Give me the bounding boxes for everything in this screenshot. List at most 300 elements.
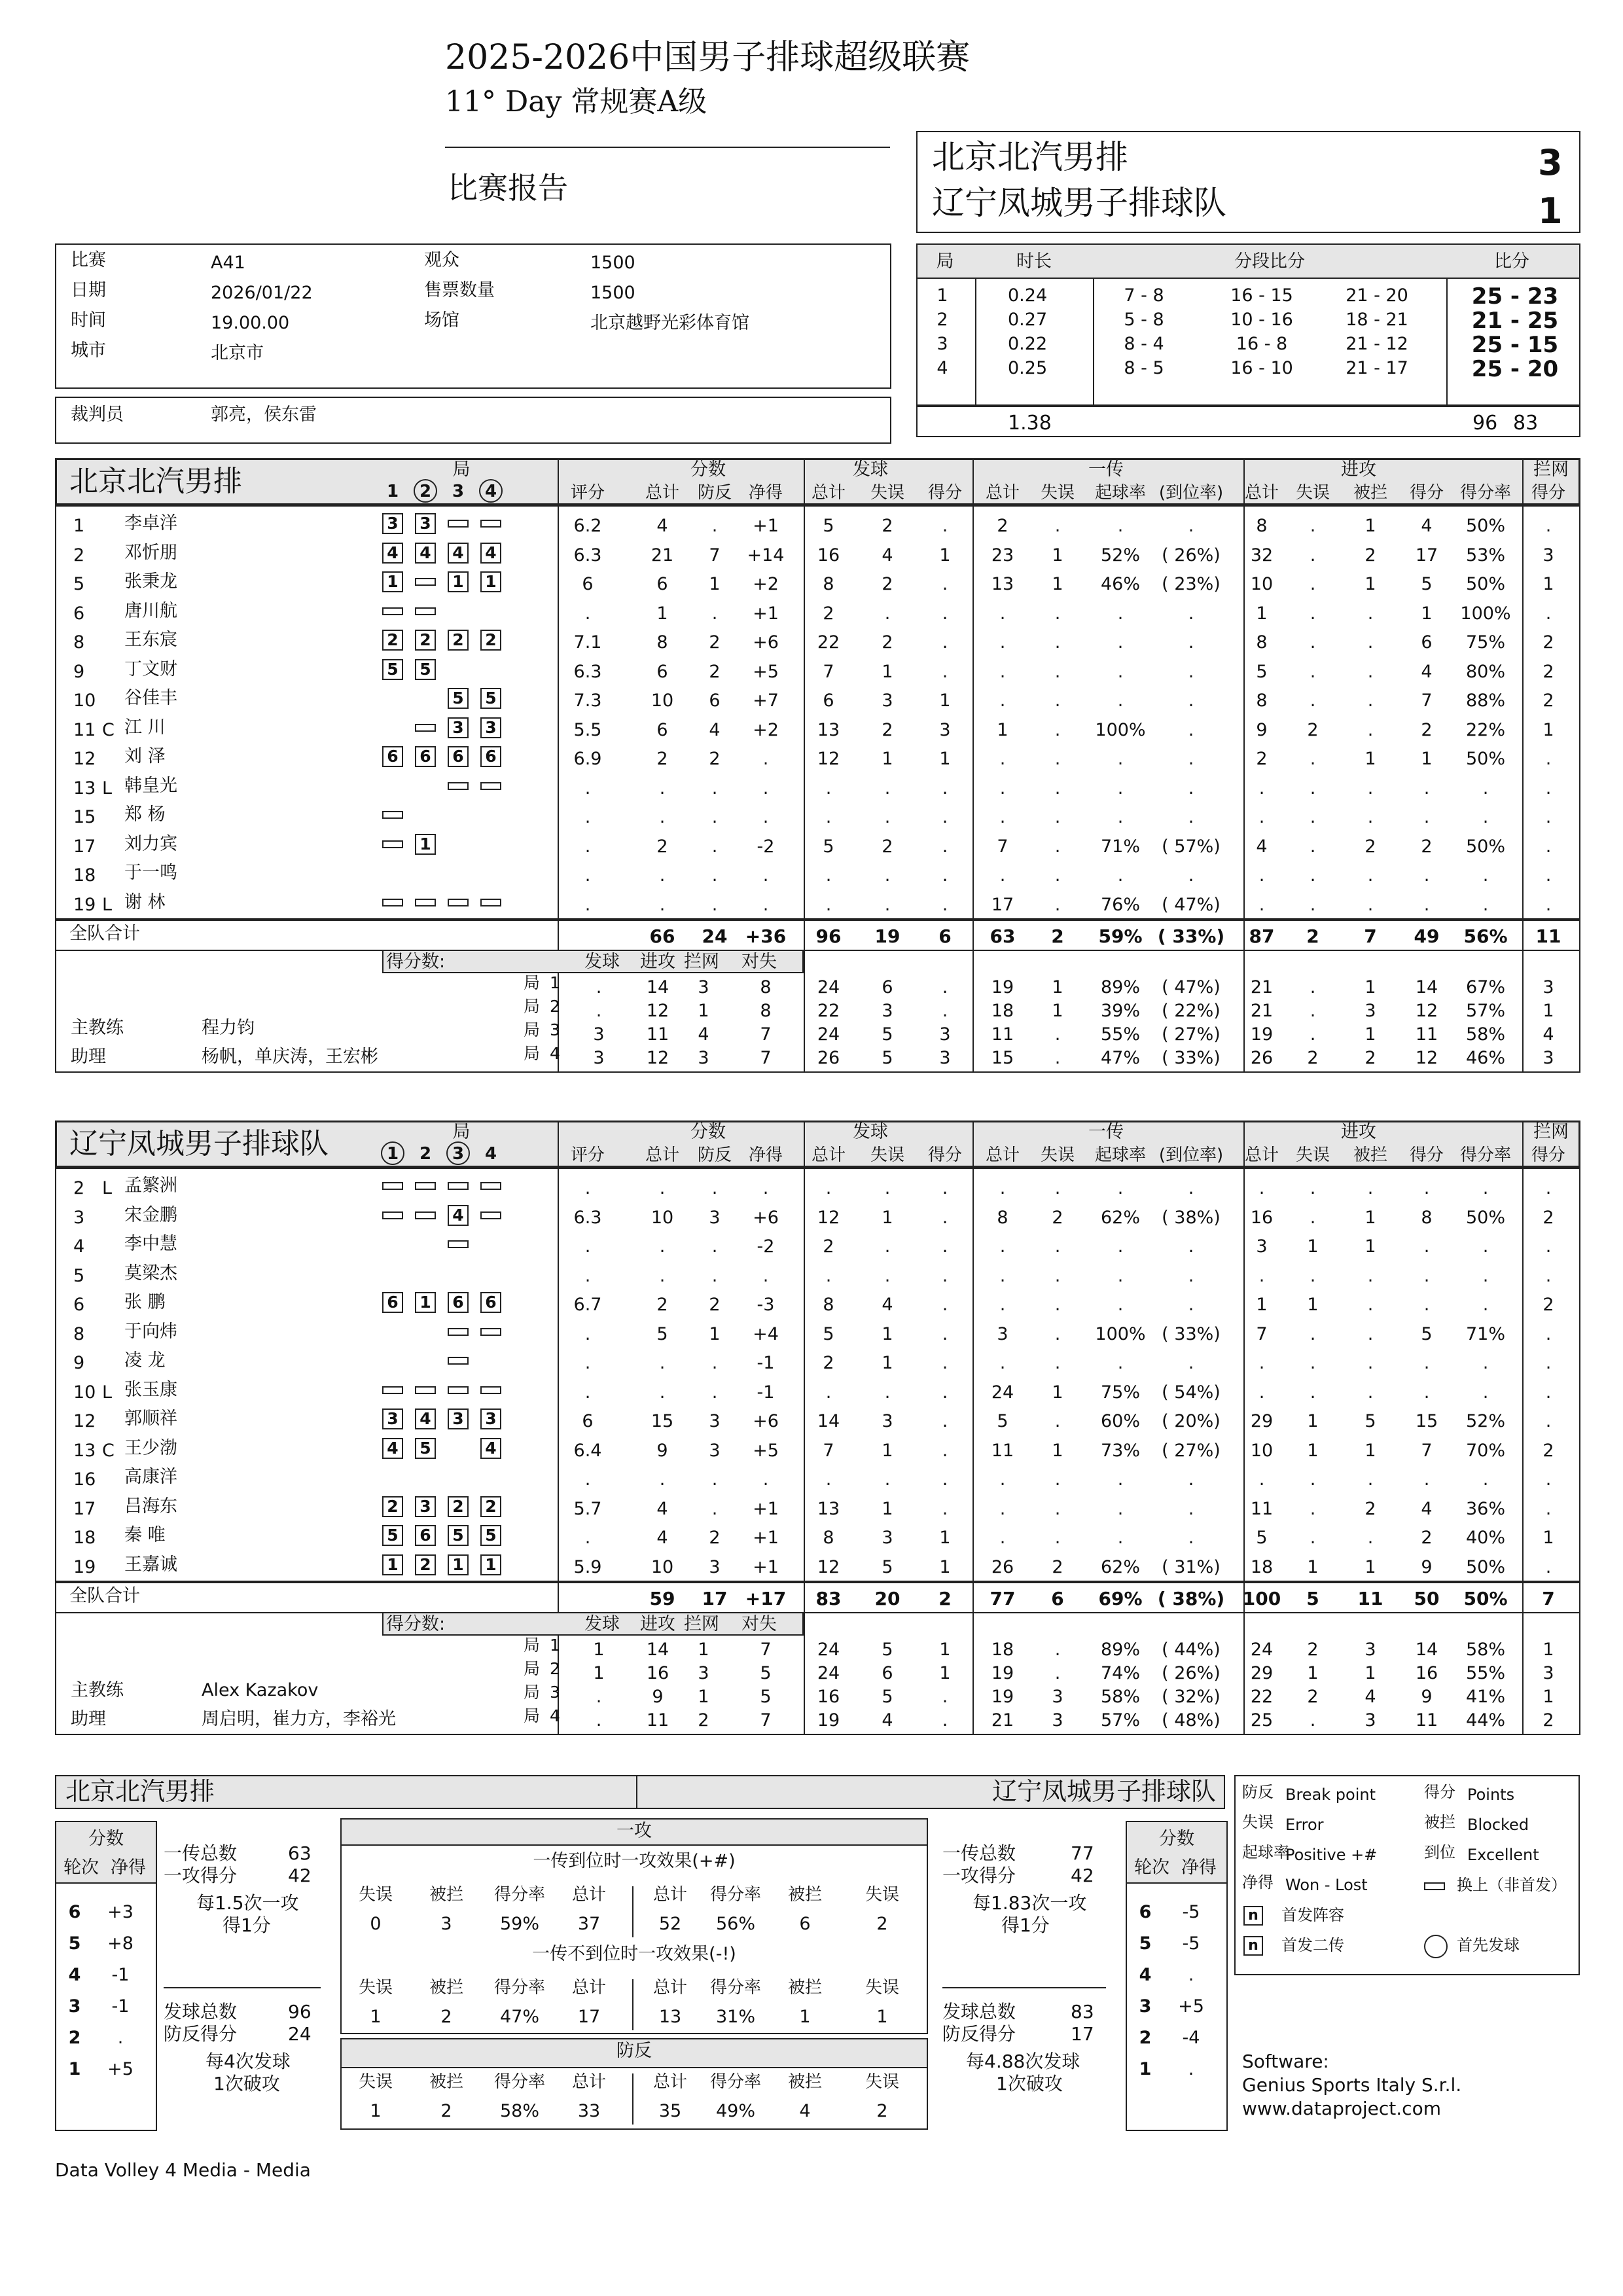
stat-cell: 17 [991, 894, 1014, 915]
by-set-cell: 1 [939, 1663, 951, 1683]
stat-cell: 6 [1421, 632, 1433, 653]
stat-cell: . [1117, 691, 1124, 711]
stat-cell: 73% [1100, 1440, 1140, 1461]
stat-cell: . [1310, 603, 1316, 624]
legend-value: 首先发球 [1457, 1936, 1520, 1954]
by-set-cell: 5 [882, 1640, 893, 1660]
stat-cell: 2 [709, 749, 721, 769]
stat-cell: 2 [1543, 661, 1554, 682]
legend-key: 到位 [1424, 1843, 1455, 1861]
stat-cell: . [1310, 1528, 1316, 1548]
stat-cell: 15 [651, 1411, 674, 1431]
starting-position: 5 [382, 659, 403, 680]
stat-cell: . [1188, 632, 1194, 653]
stat-cell: 2 [1421, 836, 1433, 857]
stat-cell: . [711, 1178, 718, 1198]
stat-cell: . [1423, 1469, 1430, 1490]
by-set-cell: 5 [882, 1048, 893, 1068]
by-set-cell: 1 [1364, 1024, 1376, 1045]
substitution-marker [480, 520, 501, 528]
stat-cell: . [1545, 516, 1552, 536]
set-score: 25 - 15 [1471, 332, 1559, 358]
by-set-cell: 1 [1052, 1001, 1063, 1021]
stat-cell: ( 31%) [1162, 1556, 1221, 1577]
stat-cell: . [942, 516, 948, 536]
total-cell: 59% [1098, 925, 1143, 947]
player-number: 2 [73, 1178, 85, 1198]
stat-cell: . [1188, 778, 1194, 798]
stat-cell: . [1367, 1323, 1374, 1344]
group-header-points: 分数 [690, 1122, 726, 1142]
stat-cell: . [1310, 661, 1316, 682]
column-header: 被拦 [1353, 1145, 1387, 1165]
player-number: 19 [73, 894, 96, 915]
column-header: 总计 [985, 483, 1020, 503]
stat-cell: . [1310, 1498, 1316, 1519]
info-value: 2026/01/22 [211, 283, 313, 303]
by-set-cell: 89% [1100, 977, 1140, 997]
stat-cell: . [1423, 1178, 1430, 1198]
stat-cell: 71% [1465, 1323, 1505, 1344]
stat-cell: . [1545, 894, 1552, 915]
grid-value: 4 [799, 2101, 811, 2121]
stat-cell: . [1545, 603, 1552, 624]
by-set-cell: 41% [1465, 1687, 1505, 1707]
stat-cell: 2 [1543, 1440, 1554, 1461]
stat-cell: 1 [1256, 1295, 1268, 1315]
summary-stat: 一攻得分 [942, 1865, 1016, 1886]
column-header: 总计 [645, 1145, 679, 1165]
stat-cell: 2 [882, 632, 893, 653]
grid-header: 失误 [865, 1978, 899, 1998]
by-set-cell: 39% [1100, 1001, 1140, 1021]
summary-stat: 42 [1071, 1865, 1094, 1886]
stat-cell: . [1188, 1295, 1194, 1315]
stat-cell: . [711, 1236, 718, 1257]
stat-cell: 2 [882, 516, 893, 536]
stat-cell: +1 [753, 603, 779, 624]
stat-cell: . [711, 516, 718, 536]
player-number: 5 [73, 1265, 85, 1286]
player-number: 10 [73, 1382, 96, 1403]
stat-cell: 2 [823, 1236, 834, 1257]
group-header-block: 拦网 [1533, 1122, 1569, 1142]
stat-cell: 26 [991, 1556, 1014, 1577]
stat-cell: . [1054, 661, 1061, 682]
by-set-cell: . [1054, 1663, 1061, 1683]
column-header: 失误 [1040, 1145, 1075, 1165]
stat-cell: 17 [1415, 545, 1438, 565]
stat-cell: 7 [823, 1440, 834, 1461]
points-by-label: 得分数: [386, 952, 446, 972]
player-name: 王嘉诚 [124, 1554, 177, 1575]
player-name: 唐川航 [124, 600, 177, 621]
stat-cell: 10 [1250, 1440, 1274, 1461]
stat-cell: . [1258, 1178, 1265, 1198]
grid-value: 35 [658, 2101, 682, 2121]
by-set-cell: 9 [652, 1687, 664, 1707]
stat-cell: 6.3 [573, 545, 602, 565]
legend-value: Error [1285, 1816, 1324, 1834]
coach-name: 程力钧 [202, 1018, 255, 1038]
by-set-cell: 18 [991, 1001, 1014, 1021]
player-number: 11 [73, 719, 96, 740]
by-set-cell: 26 [1250, 1048, 1274, 1068]
stat-cell: . [1258, 1382, 1265, 1403]
set-number: 4 [936, 358, 948, 378]
stat-cell: 36% [1465, 1498, 1505, 1519]
stat-cell: . [942, 1178, 948, 1198]
match-info [55, 243, 891, 389]
stat-cell: 1 [656, 603, 668, 624]
stat-cell: ( 47%) [1162, 894, 1221, 915]
by-set-cell: 9 [1421, 1687, 1433, 1707]
column-header: 得分 [1409, 1145, 1444, 1165]
by-set-cell: 1 [1307, 1663, 1319, 1683]
stat-cell: . [942, 1323, 948, 1344]
stat-cell: 12 [817, 1556, 840, 1577]
player-number: 1 [73, 516, 85, 536]
stat-cell: . [659, 1353, 666, 1373]
points-by-header: 拦网 [684, 952, 719, 972]
starting-position: 1 [480, 571, 501, 592]
by-set-cell: 67% [1465, 977, 1505, 997]
stat-cell: +6 [753, 632, 779, 653]
stat-cell: . [1367, 1469, 1374, 1490]
rotation-net: +8 [107, 1933, 134, 1954]
by-set-cell: ( 48%) [1162, 1710, 1221, 1731]
grid-header: 得分率 [709, 1978, 761, 1998]
stat-cell: . [711, 807, 718, 827]
stat-cell: . [1367, 1382, 1374, 1403]
stat-cell: . [1117, 865, 1124, 886]
by-set-cell: . [942, 1710, 948, 1731]
round-line: 11° Day 常规赛A级 [445, 85, 707, 118]
stat-cell: . [1054, 603, 1061, 624]
stat-cell: 6.2 [573, 516, 602, 536]
stat-cell: . [825, 1469, 832, 1490]
partial-score: 21 - 12 [1346, 334, 1408, 354]
stat-cell: . [825, 1265, 832, 1286]
by-set-cell: 26 [817, 1048, 840, 1068]
stat-cell: . [1117, 778, 1124, 798]
by-set-cell: 8 [760, 1001, 772, 1021]
stat-cell: . [1054, 516, 1061, 536]
stat-cell: 1 [882, 1323, 893, 1344]
player-rows [55, 1168, 1580, 1582]
stat-cell: . [711, 894, 718, 915]
stat-cell: . [1258, 1353, 1265, 1373]
by-set-cell: . [1054, 1640, 1061, 1660]
by-set-cell: 16 [646, 1663, 669, 1683]
stat-cell: +2 [753, 719, 779, 740]
total-cell: 50 [1414, 1588, 1440, 1609]
stat-cell: . [1545, 1469, 1552, 1490]
player-name: 秦 唯 [124, 1525, 166, 1545]
by-set-cell: 2 [1543, 1710, 1554, 1731]
set-label-number: 1 [550, 1636, 560, 1655]
stat-cell: 3 [709, 1411, 721, 1431]
stat-cell: 32 [1250, 545, 1274, 565]
rotation-number: 3 [1139, 1996, 1152, 2017]
stat-cell: 3 [882, 1528, 893, 1548]
sets-a: 3 [1538, 142, 1563, 183]
stat-cell: . [1482, 1353, 1489, 1373]
legend-value: 换上（非首发） [1457, 1876, 1567, 1894]
stat-cell: 8 [1256, 516, 1268, 536]
stat-cell: . [1545, 749, 1552, 769]
stat-cell: . [942, 1295, 948, 1315]
stat-cell: ( 57%) [1162, 836, 1221, 857]
grid-value: 49% [715, 2101, 755, 2121]
stat-cell: 7.3 [573, 691, 602, 711]
by-set-cell: 7 [760, 1640, 772, 1660]
stat-cell: 7 [997, 836, 1008, 857]
substitution-legend-icon [1424, 1882, 1445, 1890]
stat-cell: . [825, 1382, 832, 1403]
stat-cell: . [1310, 1178, 1316, 1198]
stat-cell: . [825, 807, 832, 827]
stat-cell: . [711, 836, 718, 857]
stat-cell: 6.3 [573, 661, 602, 682]
total-cell: 63 [990, 925, 1016, 947]
stat-cell: . [1054, 1323, 1061, 1344]
by-set-cell: 22 [1250, 1687, 1274, 1707]
first-serve-legend-icon [1424, 1935, 1448, 1958]
stat-cell: . [659, 1178, 666, 1198]
by-set-cell: 22 [817, 1001, 840, 1021]
points-by-header: 发球 [584, 952, 620, 972]
set-number: 3 [452, 482, 465, 501]
partial-score: 5 - 8 [1124, 310, 1164, 330]
starting-position: 4 [448, 1205, 469, 1226]
stat-cell: 1 [882, 1440, 893, 1461]
stat-cell: -1 [757, 1353, 775, 1373]
stat-cell: 9 [1256, 719, 1268, 740]
grid-header: 失误 [865, 1885, 899, 1905]
stat-cell: . [1310, 1353, 1316, 1373]
stat-cell: 100% [1460, 603, 1511, 624]
total-cell: ( 33%) [1157, 925, 1225, 947]
starting-position: 1 [415, 834, 436, 855]
col-header: 分段比分 [1234, 251, 1305, 272]
stat-cell: 1 [939, 749, 951, 769]
starting-position: 3 [415, 1496, 436, 1517]
column-header: 总计 [811, 483, 846, 503]
by-set-cell: 16 [817, 1687, 840, 1707]
stat-cell: . [1188, 807, 1194, 827]
stat-cell: . [584, 836, 591, 857]
stat-cell: . [1188, 1178, 1194, 1198]
stat-cell: . [1117, 807, 1124, 827]
stat-cell: . [659, 778, 666, 798]
assistant-label: 助理 [71, 1047, 106, 1067]
sets-b: 1 [1538, 190, 1563, 232]
by-set-cell: 12 [1415, 1001, 1438, 1021]
starting-position: 3 [382, 1408, 403, 1429]
total-cell: 59 [649, 1588, 675, 1609]
stat-cell: . [1188, 865, 1194, 886]
stat-cell: . [762, 1469, 769, 1490]
player-name: 张秉龙 [124, 571, 177, 592]
starting-position: 3 [480, 1408, 501, 1429]
stat-cell: 2 [656, 1295, 668, 1315]
substitution-marker [448, 899, 469, 906]
stat-cell: 5 [997, 1411, 1008, 1431]
by-set-cell: 1 [1543, 1640, 1554, 1660]
by-set-cell: 14 [1415, 1640, 1438, 1660]
stat-cell: 6 [656, 661, 668, 682]
by-set-cell: 24 [817, 977, 840, 997]
stat-cell: . [999, 1469, 1006, 1490]
starting-position: 1 [448, 571, 469, 592]
player-number: 6 [73, 1295, 85, 1315]
by-set-cell: 4 [1364, 1687, 1376, 1707]
stat-cell: . [1117, 1178, 1124, 1198]
stat-cell: 1 [1052, 574, 1063, 594]
stat-cell: . [1545, 1382, 1552, 1403]
stat-cell: 50% [1465, 1556, 1505, 1577]
stat-cell: 7.1 [573, 632, 602, 653]
stat-cell: 1 [1052, 1382, 1063, 1403]
stat-cell: . [1423, 778, 1430, 798]
by-set-cell: 58% [1100, 1687, 1140, 1707]
grid-header: 得分率 [709, 1885, 761, 1905]
by-set-cell: 6 [882, 1663, 893, 1683]
by-set-cell: . [942, 977, 948, 997]
stat-cell: . [1054, 836, 1061, 857]
stat-cell: . [1367, 1265, 1374, 1286]
stat-cell: . [1310, 807, 1316, 827]
substitution-marker [382, 607, 403, 615]
assistant-names: 周启明，崔力方，李裕光 [202, 1709, 396, 1729]
by-set-cell: 3 [698, 1048, 709, 1068]
stat-cell: . [942, 865, 948, 886]
by-set-cell: 1 [1364, 1663, 1376, 1683]
player-name: 李卓洋 [124, 513, 177, 533]
set-score: 21 - 25 [1471, 308, 1559, 334]
partial-score: 21 - 17 [1346, 358, 1408, 378]
set-number: 4 [484, 482, 497, 501]
stat-cell: . [1545, 1411, 1552, 1431]
by-set-cell: . [1310, 977, 1316, 997]
player-role: L [102, 1178, 113, 1198]
grid-header: 得分率 [493, 1978, 545, 1998]
stat-cell: +2 [753, 574, 779, 594]
stat-cell: 75% [1465, 632, 1505, 653]
legend-key: 失误 [1242, 1813, 1274, 1831]
total-cell: 20 [874, 1588, 901, 1609]
summary-stat: 17 [1071, 2023, 1094, 2045]
stat-cell: . [999, 865, 1006, 886]
stat-cell: 13 [817, 719, 840, 740]
stat-cell: 1 [1307, 1556, 1319, 1577]
starting-position: 2 [448, 1496, 469, 1517]
stat-cell: -3 [757, 1295, 775, 1315]
stat-cell: . [999, 1295, 1006, 1315]
by-set-cell: 57% [1100, 1710, 1140, 1731]
by-set-cell: 2 [1307, 1687, 1319, 1707]
by-set-cell: 12 [646, 1048, 669, 1068]
player-number: 18 [73, 1528, 96, 1548]
stat-cell: . [1054, 1498, 1061, 1519]
stat-cell: 2 [709, 632, 721, 653]
info-value: 北京越野光彩体育馆 [590, 313, 749, 333]
starting-position: 2 [415, 1554, 436, 1575]
player-role: L [102, 1382, 113, 1403]
by-set-cell: 11 [646, 1710, 669, 1731]
starting-position: 6 [480, 1292, 501, 1313]
substitution-marker [415, 607, 436, 615]
stat-cell: . [584, 603, 591, 624]
stat-cell: 10 [651, 1556, 674, 1577]
by-set-cell: 3 [698, 1663, 709, 1683]
stat-cell: . [884, 1265, 891, 1286]
by-set-cell: 14 [1415, 977, 1438, 997]
stat-cell: . [1545, 1178, 1552, 1198]
group-header-points: 分数 [690, 459, 726, 480]
total-cell: 11 [1357, 1588, 1383, 1609]
stat-cell: 1 [1543, 1528, 1554, 1548]
partial-score: 16 - 10 [1230, 358, 1293, 378]
stat-cell: . [1367, 865, 1374, 886]
stat-cell: . [942, 574, 948, 594]
stat-cell: 1 [1421, 749, 1433, 769]
by-set-cell: 12 [646, 1001, 669, 1021]
stat-cell: 2 [709, 1295, 721, 1315]
by-set-cell: ( 44%) [1162, 1640, 1221, 1660]
stat-cell: 4 [1421, 661, 1433, 682]
stat-cell: . [762, 778, 769, 798]
column-header: 得分 [1531, 483, 1565, 503]
stat-cell: . [1367, 807, 1374, 827]
summary-stat: 1次破攻 [996, 2073, 1063, 2094]
stat-cell: . [1545, 836, 1552, 857]
stat-cell: . [659, 1469, 666, 1490]
player-number: 10 [73, 691, 96, 711]
stat-cell: . [1258, 865, 1265, 886]
stat-cell: 2 [1543, 632, 1554, 653]
stat-cell: -2 [757, 1236, 775, 1257]
player-number: 8 [73, 1323, 85, 1344]
column-header: 评分 [570, 1145, 605, 1165]
stat-cell: . [1054, 778, 1061, 798]
summary-stat: 防反得分 [942, 2023, 1016, 2045]
stat-cell: . [1054, 894, 1061, 915]
points-by-header: 进攻 [640, 952, 675, 972]
stat-cell: 1 [997, 719, 1008, 740]
column-header: 总计 [645, 483, 679, 503]
player-name: 张玉康 [124, 1379, 177, 1400]
rotation-number: 5 [68, 1933, 81, 1954]
stat-cell: 6.7 [573, 1295, 602, 1315]
column-header: 防反 [697, 1145, 732, 1165]
starting-position: 4 [415, 543, 436, 564]
stat-cell: 50% [1465, 1207, 1505, 1228]
stat-cell: 1 [1364, 574, 1376, 594]
stat-cell: 3 [1256, 1236, 1268, 1257]
info-key: 观众 [424, 250, 459, 270]
player-number: 13 [73, 778, 96, 798]
column-header: 被拦 [1353, 483, 1387, 503]
substitution-marker [448, 1328, 469, 1336]
referee-box [55, 397, 891, 444]
stat-cell: 7 [709, 545, 721, 565]
stat-cell: 5 [823, 836, 834, 857]
player-role: C [102, 719, 115, 740]
stat-cell: . [1054, 807, 1061, 827]
stat-cell: 6.4 [573, 1440, 602, 1461]
